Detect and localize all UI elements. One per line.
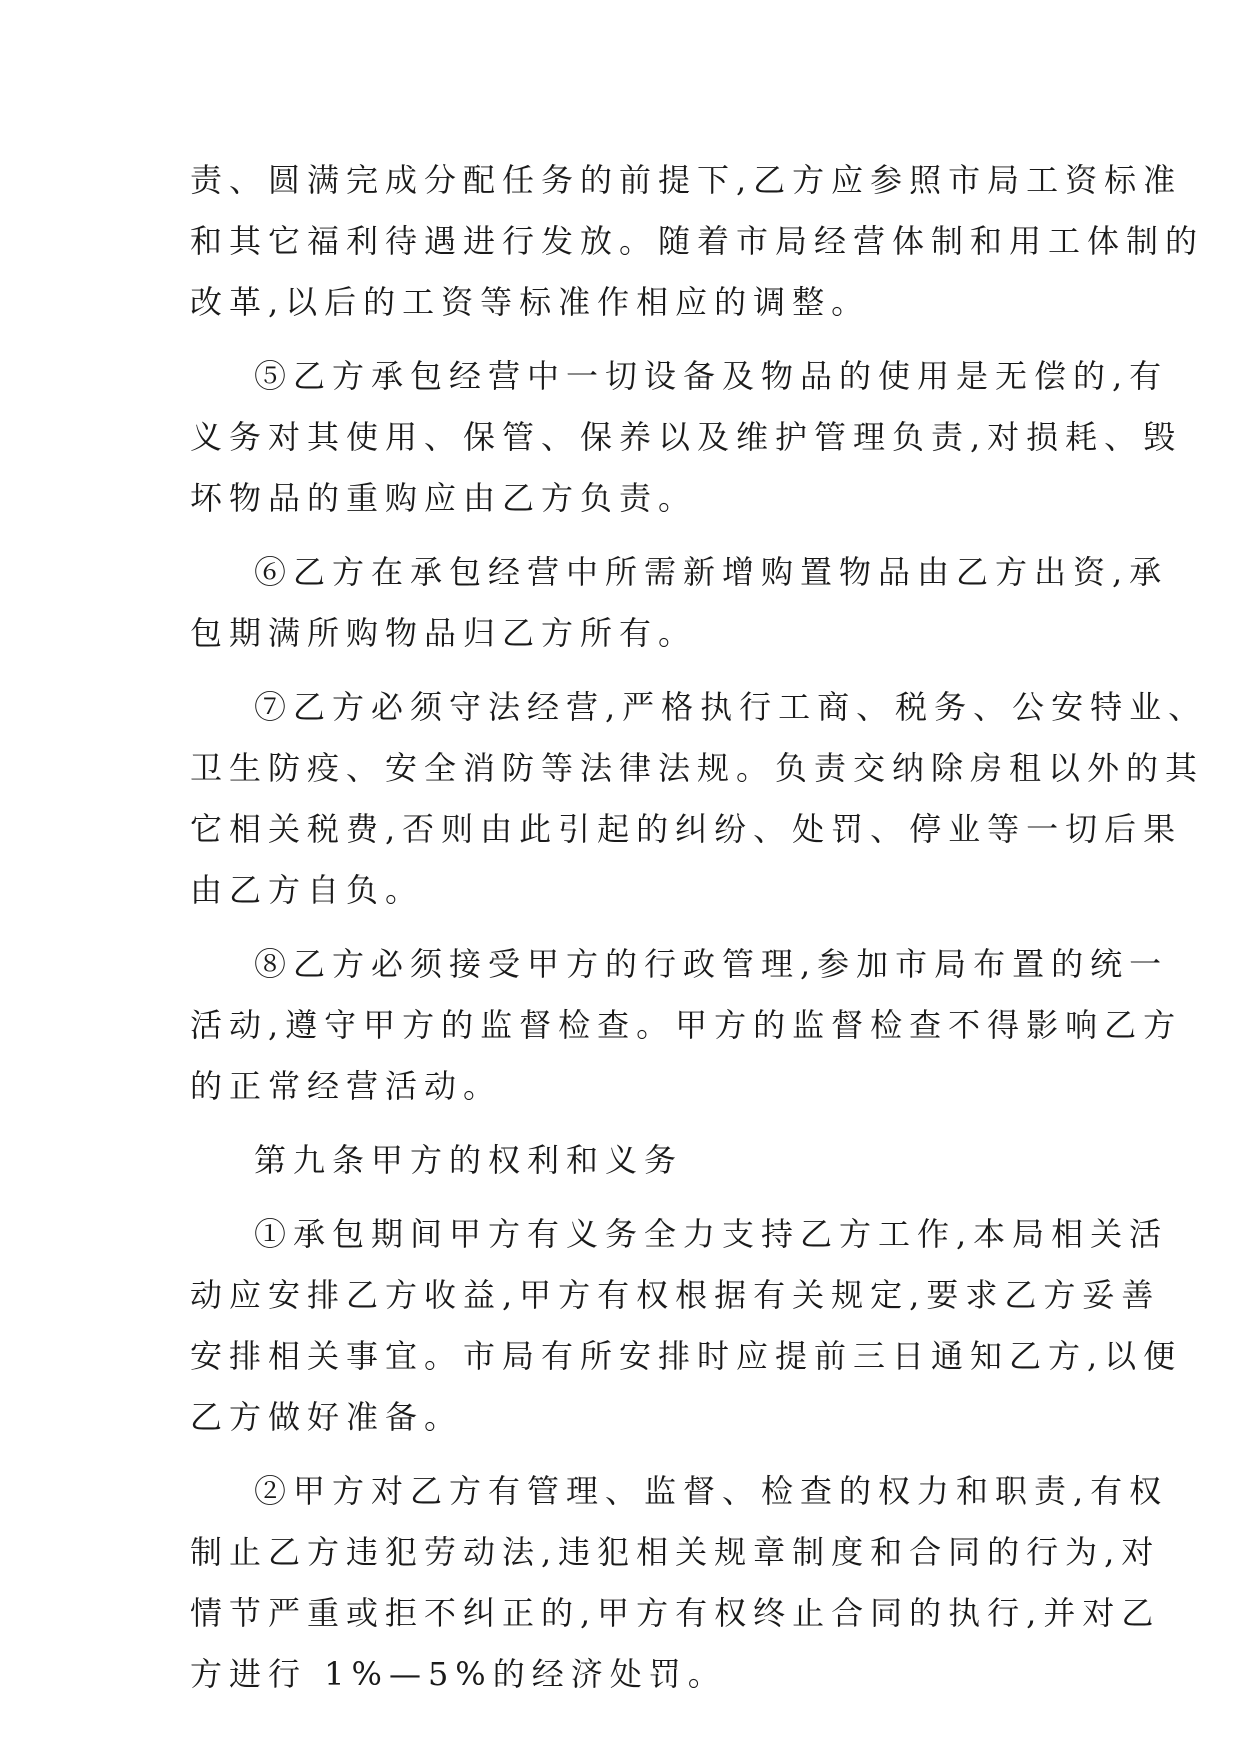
text-line: ②甲方对乙方有管理、监督、检查的权力和职责,有权 bbox=[254, 1472, 1169, 1510]
text-line: ⑥乙方在承包经营中所需新增购置物品由乙方出资,承 bbox=[254, 553, 1169, 591]
text-line: 义务对其使用、保管、保养以及维护管理负责,对损耗、毁 bbox=[190, 418, 1183, 456]
text-line: 乙方做好准备。 bbox=[190, 1398, 464, 1436]
text-line: ⑧乙方必须接受甲方的行政管理,参加市局布置的统一 bbox=[254, 945, 1169, 983]
paragraph bbox=[190, 542, 1169, 664]
text-line: 责、圆满完成分配任务的前提下,乙方应参照市局工资标准 bbox=[190, 161, 1183, 199]
text-line: 包期满所购物品归乙方所有。 bbox=[190, 614, 698, 652]
text-line: ⑤乙方承包经营中一切设备及物品的使用是无偿的,有 bbox=[254, 357, 1169, 395]
document-body bbox=[190, 150, 1208, 1705]
text-line: ⑦乙方必须守法经营,严格执行工商、税务、公安特业、 bbox=[254, 688, 1208, 726]
paragraph bbox=[190, 346, 1183, 529]
text-line: 方进行 1%—5%的经济处罚。 bbox=[190, 1655, 727, 1693]
text-line: 卫生防疫、安全消防等法律法规。负责交纳除房租以外的其 bbox=[190, 749, 1205, 787]
text-line: 制止乙方违犯劳动法,违犯相关规章制度和合同的行为,对 bbox=[190, 1533, 1161, 1571]
text-line: 动应安排乙方收益,甲方有权根据有关规定,要求乙方妥善 bbox=[190, 1276, 1161, 1314]
text-line: 的正常经营活动。 bbox=[190, 1067, 503, 1105]
section-heading bbox=[190, 1130, 1052, 1191]
text-line: 情节严重或拒不纠正的,甲方有权终止合同的执行,并对乙 bbox=[190, 1594, 1161, 1632]
paragraph bbox=[190, 677, 1208, 921]
text-line: 和其它福利待遇进行发放。随着市局经营体制和用工体制的 bbox=[190, 222, 1205, 260]
paragraph bbox=[190, 1461, 1169, 1705]
text-line: 活动,遵守甲方的监督检查。甲方的监督检查不得影响乙方 bbox=[190, 1006, 1183, 1044]
paragraph bbox=[190, 934, 1183, 1117]
text-line: 安排相关事宜。市局有所安排时应提前三日通知乙方,以便 bbox=[190, 1337, 1183, 1375]
text-line: 改革,以后的工资等标准作相应的调整。 bbox=[190, 283, 871, 321]
text-line: 第九条甲方的权利和义务 bbox=[254, 1141, 684, 1179]
paragraph bbox=[190, 1204, 1183, 1448]
text-line: ①承包期间甲方有义务全力支持乙方工作,本局相关活 bbox=[254, 1215, 1169, 1253]
text-line: 它相关税费,否则由此引起的纠纷、处罚、停业等一切后果 bbox=[190, 810, 1183, 848]
text-line: 坏物品的重购应由乙方负责。 bbox=[190, 479, 698, 517]
paragraph bbox=[190, 150, 1205, 333]
text-line: 由乙方自负。 bbox=[190, 871, 425, 909]
